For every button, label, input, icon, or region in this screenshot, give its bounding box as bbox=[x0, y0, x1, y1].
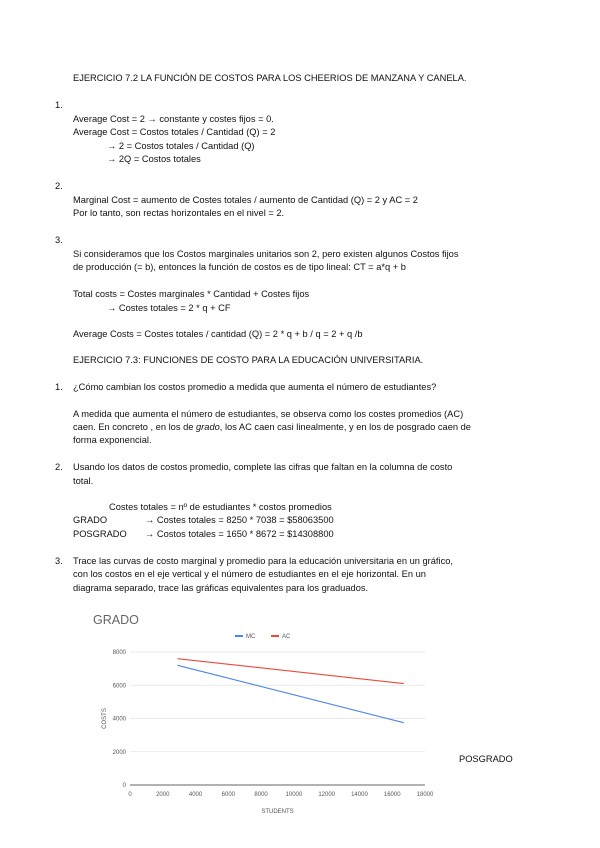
ex73-q1-answer-line1: A medida que aumenta el número de estudiantes, se observa como los costes promedios (AC) bbox=[73, 409, 464, 419]
ex73-q3-line2: con los costos en el eje vertical y el número de estudiantes en el eje horizontal. En un bbox=[73, 569, 426, 579]
ex73-q3-line3: diagrama separado, trace las gráficas equivalentes para los graduados. bbox=[73, 583, 369, 593]
ex72-q1-line3: → 2 = Costos totales / Cantidad (Q) bbox=[107, 141, 255, 151]
ex73-q3-number: 3. bbox=[55, 556, 63, 566]
x-tick-label-8000: 8000 bbox=[254, 792, 268, 798]
y-axis-label: COSTS bbox=[102, 708, 108, 729]
exercise-7-2-title: EJERCICIO 7.2 LA FUNCIÓN DE COSTOS PARA LOS CHEERIOS DE MANZANA Y CANELA. bbox=[73, 73, 467, 83]
series-line-mc bbox=[178, 665, 404, 722]
chart-legend bbox=[235, 634, 291, 640]
ex72-q1-number: 1. bbox=[55, 100, 63, 110]
exercise-7-3-title: EJERCICIO 7.3: FUNCIONES DE COSTO PARA LA EDUCACIÓN UNIVERSITARIA. bbox=[73, 355, 424, 365]
series-line-ac bbox=[178, 659, 404, 684]
chart-tick-labels bbox=[113, 650, 434, 798]
grado-cost-chart bbox=[95, 628, 455, 820]
posgrado-calculation: → Costos totales = 1650 * 8672 = $14308800 bbox=[145, 529, 334, 539]
ex73-q1-number: 1. bbox=[55, 382, 63, 392]
ex72-q3-para2-line1: Total costs = Costes marginales * Cantidad + Costes fijos bbox=[73, 289, 310, 299]
chart-series bbox=[178, 659, 404, 723]
legend-label-mc: MC bbox=[246, 634, 256, 640]
x-tick-label-18000: 18000 bbox=[416, 792, 434, 798]
chart-gridlines bbox=[130, 652, 425, 752]
x-tick-label-12000: 12000 bbox=[318, 792, 336, 798]
posgrado-label: POSGRADO bbox=[73, 529, 127, 539]
grado-label: GRADO bbox=[73, 515, 108, 525]
ex73-q2-formula: Costes totales = nº de estudiantes * costos promedios bbox=[109, 502, 332, 512]
ex73-q2-number: 2. bbox=[55, 462, 63, 472]
ex72-q1-line1: Average Cost = 2 → constante y costes fijos = 0. bbox=[73, 114, 274, 124]
ex73-q2-question-line1: Usando los datos de costos promedio, complete las cifras que faltan en la columna de costo bbox=[73, 462, 453, 472]
ex72-q3-para2-line2: → Costes totales = 2 * q + CF bbox=[107, 303, 231, 313]
x-tick-label-10000: 10000 bbox=[285, 792, 303, 798]
y-tick-label-0: 0 bbox=[122, 783, 126, 789]
ex72-q3-para3: Average Costs = Costes totales / cantidad (Q) = 2 * q + b / q = 2 + q /b bbox=[73, 329, 363, 339]
y-tick-label-6000: 6000 bbox=[112, 683, 126, 690]
ex73-q1-question: ¿Cómo cambian los costos promedio a medida que aumenta el número de estudiantes? bbox=[73, 382, 437, 392]
y-tick-label-8000: 8000 bbox=[112, 650, 126, 656]
ex72-q3-number: 3. bbox=[55, 235, 63, 245]
ex72-q2-line1: Marginal Cost = aumento de Costes totales / aumento de Cantidad (Q) = 2 y AC = 2 bbox=[73, 195, 418, 205]
x-tick-label-2000: 2000 bbox=[156, 792, 170, 798]
posgrado-chart-label: POSGRADO bbox=[459, 754, 513, 764]
chart-title: GRADO bbox=[93, 613, 139, 627]
y-tick-label-2000: 2000 bbox=[112, 749, 126, 756]
ex72-q3-para1-line2: de producción (= b), entonces la función de costos es de tipo lineal: CT = a*q + b bbox=[73, 262, 406, 272]
x-tick-label-14000: 14000 bbox=[351, 792, 368, 798]
x-tick-label-6000: 6000 bbox=[221, 792, 236, 798]
ex73-q3-line1: Trace las curvas de costo marginal y promedio para la educación universitaria en un gráfico, bbox=[73, 556, 453, 566]
ex73-q1-answer-line3: forma exponencial. bbox=[73, 435, 152, 445]
ex72-q2-number: 2. bbox=[55, 181, 63, 191]
ex72-q2-line2: Por lo tanto, son rectas horizontales en el nivel = 2. bbox=[73, 208, 285, 218]
legend-label-ac: AC bbox=[282, 634, 291, 640]
ex72-q3-para1-line1: Si consideramos que los Costos marginales unitarios son 2, pero existen algunos Costos fijos bbox=[73, 249, 459, 259]
grado-calculation: → Costes totales = 8250 * 7038 = $58063500 bbox=[145, 515, 334, 525]
ex73-q1-answer-line2: caen. En concreto , en los de grado, los AC caen casi linealmente, y en los de posgrado caen de bbox=[73, 422, 471, 432]
ex72-q1-line4: → 2Q = Costos totales bbox=[107, 154, 201, 164]
x-tick-label-4000: 4000 bbox=[188, 792, 203, 798]
x-tick-label-0: 0 bbox=[128, 792, 132, 798]
ex72-q1-line2: Average Cost = Costos totales / Cantidad (Q) = 2 bbox=[73, 127, 276, 137]
y-tick-label-4000: 4000 bbox=[112, 716, 126, 723]
italic-grado: grado bbox=[196, 422, 220, 432]
x-axis-label: STUDENTS bbox=[261, 809, 294, 815]
x-tick-label-16000: 16000 bbox=[383, 792, 401, 798]
ex73-q2-question-line2: total. bbox=[73, 476, 94, 486]
